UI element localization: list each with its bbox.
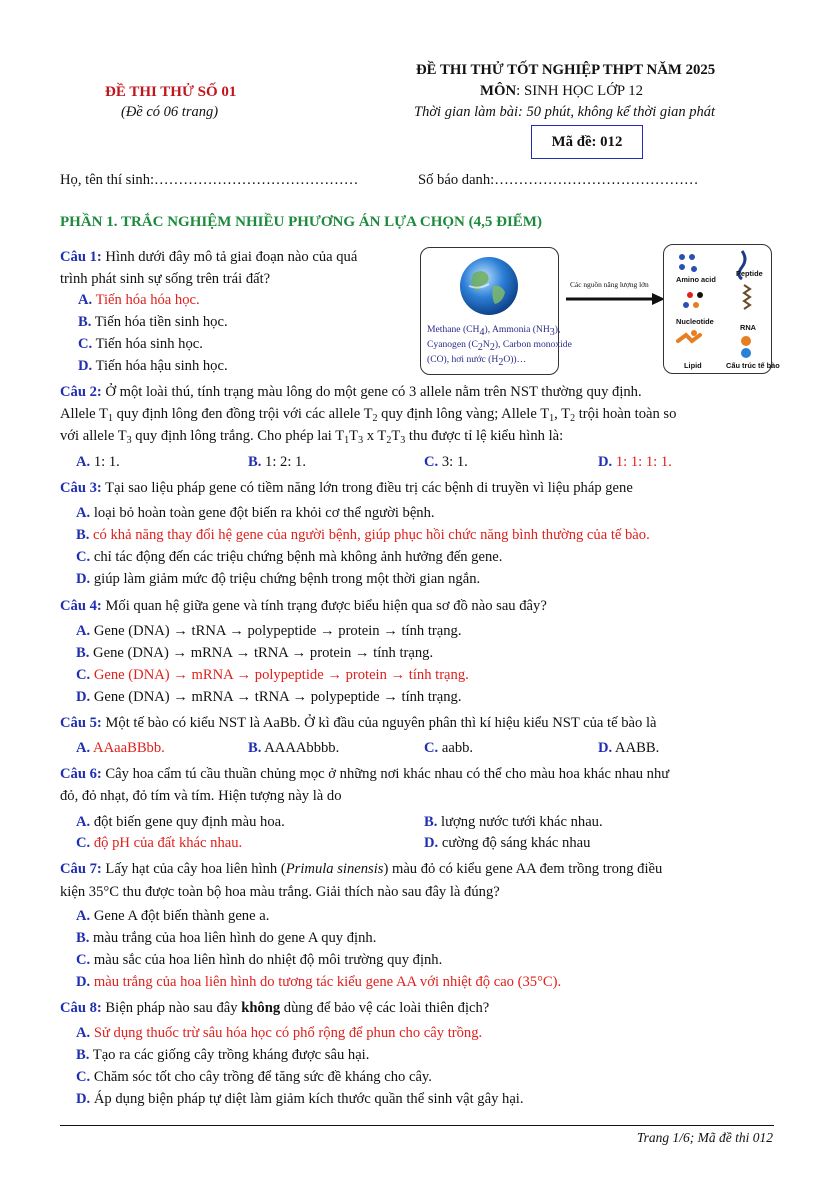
q6-option-b[interactable]: B. lượng nước tưới khác nhau. bbox=[424, 814, 603, 830]
question-3-stem: Câu 3: Tại sao liệu pháp gene có tiềm năng lớn trong điều trị các bệnh di truyền vì liệu pháp gene bbox=[60, 480, 633, 496]
q2-option-b[interactable]: B. 1: 2: 1. bbox=[248, 454, 306, 470]
q1-option-c[interactable]: C. Tiến hóa sinh học. bbox=[78, 336, 203, 352]
question-2-stem: Câu 2: Ở một loài thú, tính trạng màu lông do một gene có 3 allele nằm trên NST thường quy định. bbox=[60, 384, 642, 400]
q4-option-c[interactable]: C. Gene (DNA) → mRNA → polypeptide → protein → tính trạng. bbox=[76, 667, 469, 683]
subject bbox=[480, 83, 643, 100]
q3-option-c[interactable]: C. chỉ tác động đến các triệu chứng bệnh mà không ảnh hưởng đến gene. bbox=[76, 549, 503, 565]
q4-option-a[interactable]: A. Gene (DNA) → tRNA → polypeptide → protein → tính trạng. bbox=[76, 623, 462, 639]
page-footer: Trang 1/6; Mã đề thi 012 bbox=[636, 1130, 773, 1145]
q2-option-d[interactable]: D. 1: 1: 1: 1. bbox=[598, 454, 672, 470]
q6-option-c[interactable]: C. độ pH của đất khác nhau. bbox=[76, 835, 243, 851]
q8-option-d[interactable]: D. Áp dụng biện pháp tự diệt làm giảm kích thước quần thể sinh vật gây hại. bbox=[76, 1091, 524, 1107]
question-7-stem: Câu 7: Lấy hạt của cây hoa liên hình (Primula sinensis) màu đỏ có kiểu gene AA đem trồng trong điều bbox=[60, 861, 663, 877]
subject-prefix: MÔN bbox=[480, 83, 517, 99]
q7-option-d[interactable]: D. màu trắng của hoa liên hình do tương tác kiểu gene AA với nhiệt độ cao (35°C). bbox=[76, 974, 562, 990]
q3-option-d[interactable]: D. giúp làm giảm mức độ triệu chứng bệnh trong một thời gian ngắn. bbox=[76, 571, 481, 587]
energy-arrow-label: Các nguồn năng lượng lớn bbox=[570, 280, 649, 289]
question-2-stem-3: với allele $T_3$ quy định lông trắng. Cho phép lai $T_1T_3$ x $T_2T_3$ thu được tỉ lệ kiểu hình là: bbox=[60, 428, 564, 446]
label-rna: RNA bbox=[740, 323, 757, 332]
origin-of-life-figure bbox=[420, 244, 780, 376]
molecules-panel bbox=[663, 244, 780, 374]
molecule-icons bbox=[664, 245, 780, 373]
q8-option-c[interactable]: C. Chăm sóc tốt cho cây trồng để tăng sức đề kháng cho cây. bbox=[76, 1069, 432, 1085]
q7-option-a[interactable]: A. Gene A đột biến thành gene a. bbox=[76, 908, 270, 924]
question-2-stem-2: Allele $T_1$ quy định lông đen đồng trội với các allele $T_2$ quy định lông vàng; Allele $T_1$, $T_2$ trội hoàn toàn so bbox=[60, 406, 677, 424]
exam-title: ĐỀ THI THỬ TỐT NGHIỆP THPT NĂM 2025 bbox=[416, 62, 716, 78]
q5-option-a[interactable]: A. AAaaBBbb. bbox=[76, 740, 165, 756]
page-count-note: (Đề có 06 trang) bbox=[121, 104, 219, 120]
q2-option-c[interactable]: C. 3: 1. bbox=[424, 454, 468, 470]
q3-option-a[interactable]: A. loại bỏ hoàn toàn gene đột biến ra khỏi cơ thể người bệnh. bbox=[76, 505, 435, 521]
section-title: PHẦN 1. TRẮC NGHIỆM NHIỀU PHƯƠNG ÁN LỰA CHỌN (4,5 ĐIỂM) bbox=[60, 214, 542, 230]
exam-time: Thời gian làm bài: 50 phút, không kể thời gian phát bbox=[414, 104, 716, 120]
question-1 bbox=[60, 246, 400, 290]
earth-icon bbox=[459, 256, 519, 316]
label-peptide: Peptide bbox=[736, 269, 763, 278]
q3-option-b[interactable]: B. có khả năng thay đổi hệ gene của người bệnh, giúp phục hồi chức năng bình thường của tế bào. bbox=[76, 527, 650, 543]
label-nucleotide: Nucleotide bbox=[676, 317, 714, 326]
question-6-stem: Câu 6: Cây hoa cẩm tú cầu thuần chủng mọc ở những nơi khác nhau có thể cho màu hoa khác nhau như bbox=[60, 766, 670, 782]
student-name-field: Họ, tên thí sinh:…………………………………… bbox=[60, 172, 359, 188]
footer-divider bbox=[60, 1125, 774, 1126]
q4-option-d[interactable]: D. Gene (DNA) → mRNA → tRNA → polypeptide → tính trạng. bbox=[76, 689, 462, 705]
q5-option-b[interactable]: B. AAAAbbbb. bbox=[248, 740, 340, 756]
q5-option-d[interactable]: D. AABB. bbox=[598, 740, 660, 756]
label-amino-acid: Amino acid bbox=[676, 275, 716, 284]
q6-option-a[interactable]: A. đột biến gene quy định màu hoa. bbox=[76, 814, 285, 830]
earth-panel bbox=[420, 247, 572, 375]
q5-option-c[interactable]: C. aabb. bbox=[424, 740, 474, 756]
question-7-stem-2: kiện 35°C thu được toàn bộ hoa màu trắng. Giải thích nào sau đây là đúng? bbox=[60, 884, 500, 900]
question-8-stem: Câu 8: Biện pháp nào sau đây không dùng để bảo vệ các loài thiên địch? bbox=[60, 1000, 490, 1016]
question-6-stem-2: đỏ, đỏ nhạt, đỏ tím và tím. Hiện tượng này là do bbox=[60, 788, 342, 804]
question-1-stem-2: trình phát sinh sự sống trên trái đất? bbox=[60, 271, 271, 287]
question-5-stem: Câu 5: Một tế bào có kiểu NST là AaBb. Ở kì đầu của nguyên phân thì kí hiệu kiểu NST của tế bào là bbox=[60, 715, 657, 731]
label-cell-structure: Cấu trúc tế bào bbox=[726, 361, 780, 370]
q6-option-d[interactable]: D. cường độ sáng khác nhau bbox=[424, 835, 591, 851]
q1-option-b[interactable]: B. Tiến hóa tiền sinh học. bbox=[78, 314, 228, 330]
student-id-field: Số báo danh:…………………………………… bbox=[418, 172, 699, 188]
q7-option-c[interactable]: C. màu sắc của hoa liên hình do nhiệt độ môi trường quy định. bbox=[76, 952, 443, 968]
q8-option-a[interactable]: A. Sử dụng thuốc trừ sâu hóa học có phổ rộng để phun cho cây trồng. bbox=[76, 1025, 483, 1041]
question-1-stem: Câu 1: Hình dưới đây mô tả giai đoạn nào của quá bbox=[60, 249, 358, 265]
q7-option-b[interactable]: B. màu trắng của hoa liên hình do gene A quy định. bbox=[76, 930, 377, 946]
gas-caption: Methane $(CH_4)$, Ammonia $(NH_3)$, Cyanogen $(C_2N_2)$, Carbon monoxide (CO), hơi nước $(H_2O))\dots$ bbox=[427, 324, 572, 368]
q1-option-d[interactable]: D. Tiến hóa hậu sinh học. bbox=[78, 358, 228, 374]
exam-code-box: Mã đề: 012 bbox=[531, 125, 643, 159]
q8-option-b[interactable]: B. Tạo ra các giống cây trồng kháng được sâu hại. bbox=[76, 1047, 370, 1063]
exam-number: ĐỀ THI THỬ SỐ 01 bbox=[105, 84, 237, 100]
q2-option-a[interactable]: A. 1: 1. bbox=[76, 454, 120, 470]
q1-option-a[interactable]: A. Tiến hóa hóa học. bbox=[78, 292, 200, 308]
q4-option-b[interactable]: B. Gene (DNA) → mRNA → tRNA → protein → tính trạng. bbox=[76, 645, 434, 661]
label-lipid: Lipid bbox=[684, 361, 702, 370]
question-4-stem: Câu 4: Mối quan hệ giữa gene và tính trạng được biểu hiện qua sơ đồ nào sau đây? bbox=[60, 598, 547, 614]
subject-name: : SINH HỌC LỚP 12 bbox=[516, 83, 644, 99]
arrow-right-icon bbox=[566, 292, 666, 306]
